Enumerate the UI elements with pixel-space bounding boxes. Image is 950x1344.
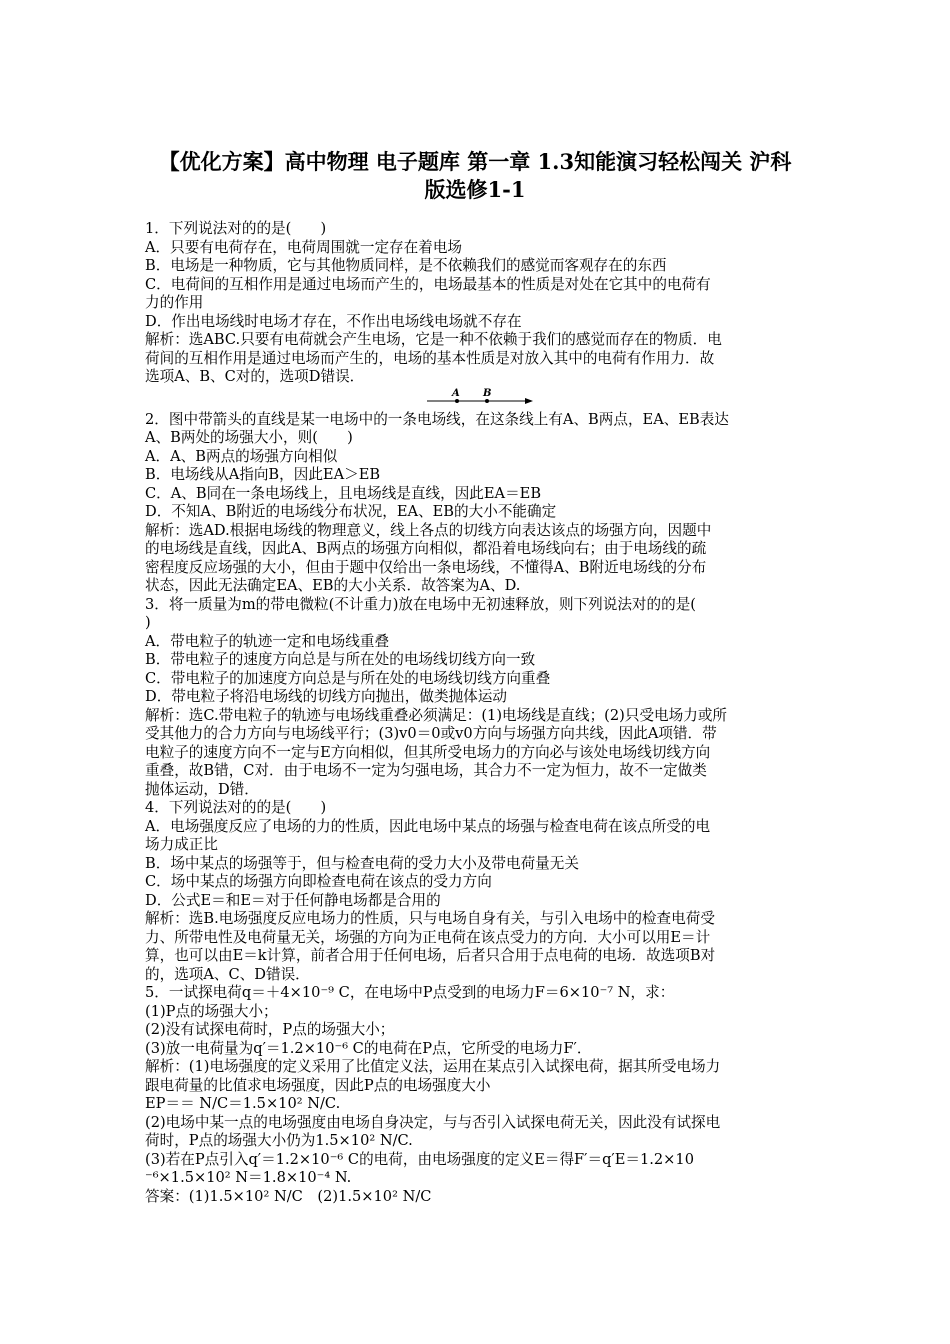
text-line: 重叠，故B错，C对．由于电场不一定为匀强电场，其合力不一定为恒力，故不一定做类 [145,762,707,779]
text-line: (3)放一电荷量为q′＝1.2×10⁻⁶ C的电荷在P点，它所受的电场力F′． [145,1039,592,1057]
answer-line: 答案：(1)1.5×10² N/C (2)1.5×10² N/C [145,1187,432,1205]
text-line: A．只要有电荷存在，电荷周围就一定存在着电场 [145,238,463,256]
text-line: 解析：选ABC.只要有电荷就会产生电场，它是一种不依赖于我们的感觉而存在的物质．电 [145,331,722,348]
title-line-2: 版选修1-1 [424,177,526,202]
text-line: 算，也可以由E＝k计算，前者合用于任何电场，后者只合用于点电荷的电场．故选项B对 [145,947,716,964]
text-line: 荷时，P点的场强大小仍为1.5×10² N/C. [145,1132,413,1149]
text-line: 抛体运动，D错． [145,780,259,798]
text-line: B．电场线从A指向B，因此EA＞EB [145,466,381,483]
text-line: 的电场线是直线，因此A、B两点的场强方向相似，都沿着电场线向右；由于电场线的疏 [145,540,707,557]
text-line: B．带电粒子的速度方向总是与所在处的电场线切线方向一致 [145,651,536,668]
text-line: 5．一试探电荷q＝＋4×10⁻⁹ C，在电场中P点受到的电场力F＝6×10⁻⁷ N，求： [145,984,675,1001]
document-body [145,220,807,1206]
text-line: C．A、B同在一条电场线上，且电场线是直线，因此EA＝EB [145,484,542,502]
text-line: 场力成正比 [145,836,218,853]
text-line: A．A、B两点的场强方向相似 [145,447,338,465]
arrow-head-icon [525,398,533,404]
document-title [120,148,830,204]
text-line: 密程度反应场强的大小，但由于题中仅给出一条电场线，不懂得A、B附近电场线的分布 [145,558,707,576]
text-line: 状态，因此无法确定EA、EB的大小关系．故答案为A、D. [145,577,521,594]
text-line: C．场中某点的场强方向即检查电荷在该点的受力方向 [145,873,492,890]
text-line: 3．将一质量为m的带电微粒(不计重力)放在电场中无初速释放，则下列说法对的的是( [145,595,696,613]
title-line-1: 【优化方案】高中物理 电子题库 第一章 1.3知能演习轻松闯关 沪科 [158,149,792,174]
label-a: A [452,387,460,399]
text-line: B．场中某点的场强等于，但与检查电荷的受力大小及带电荷量无关 [145,854,579,872]
text-line: (2)电场中某一点的电场强度由电场自身决定，与与否引入试探电荷无关，因此没有试探电 [145,1113,721,1131]
point-b [485,399,489,403]
text-line: A．电场强度反应了电场的力的性质，因此电场中某点的场强与检查电荷在该点所受的电 [145,817,711,835]
point-a [455,399,459,403]
text-line: 力的作用 [145,294,204,311]
text-line: 的，选项A、C、D错误． [145,965,310,983]
label-b: B [483,387,492,399]
text-line: 4．下列说法对的的是( ) [145,799,327,816]
text-line: EP＝＝ N/C＝1.5×10² N/C. [145,1095,341,1112]
text-line: C．电荷间的互相作用是通过电场而产生的，电场最基本的性质是对处在它其中的电荷有 [145,275,711,293]
text-line: D．公式E＝和E＝对于任何静电场都是合用的 [145,891,441,909]
text-line: D．带电粒子将沿电场线的切线方向抛出，做类抛体运动 [145,688,507,705]
text-line: A．带电粒子的轨迹一定和电场线重叠 [145,632,390,650]
text-line: (1)P点的场强大小； [145,1002,278,1020]
text-line: 1．下列说法对的的是( ) [145,220,327,237]
text-line: 选项A、B、C对的，选项D错误． [145,368,365,385]
text-line: ⁻⁶×1.5×10² N＝1.8×10⁻⁴ N. [145,1169,352,1186]
text-line: 解析：选B.电场强度反应电场力的性质，只与电场自身有关，与引入电场中的检查电荷受 [145,910,715,927]
text-line: 解析：选C.带电粒子的轨迹与电场线重叠必须满足：(1)电场线是直线；(2)只受电场力或所 [145,706,728,724]
text-line: 2．图中带箭头的直线是某一电场中的一条电场线，在这条线上有A、B两点，EA、EB表达 [145,410,729,428]
text-line: 解析：(1)电场强度的定义采用了比值定义法，运用在某点引入试探电荷，据其所受电场力 [145,1058,721,1075]
text-line: B．电场是一种物质，它与其他物质同样，是不依赖我们的感觉而客观存在的东西 [145,257,667,274]
text-line: 解析：选AD.根据电场线的物理意义，线上各点的切线方向表达该点的场强方向，因题中 [145,521,712,539]
text-line: ) [145,614,151,631]
text-line: D．不知A、B附近的电场线分布状况，EA、EB的大小不能确定 [145,503,557,520]
text-line: 荷间的互相作用是通过电场而产生的，电场的基本性质是对放入其中的电荷有作用力．故 [145,349,715,367]
text-line: 力、所带电性及电荷量无关，场强的方向为正电荷在该点受力的方向．大小可以用E＝计 [145,928,711,946]
text-line: C．带电粒子的加速度方向总是与所在处的电场线切线方向重叠 [145,669,551,687]
field-line-diagram [425,387,535,411]
text-line: 受其他力的合力方向与电场线平行；(3)v0＝0或v0方向与场强方向共线，因此A项错．带 [145,725,717,742]
text-line: (2)没有试探电荷时，P点的场强大小； [145,1021,395,1038]
text-line: A、B两处的场强大小，则( ) [145,429,353,446]
text-line: 电粒子的速度方向不一定与E方向相似，但其所受电场力的方向必与该处电场线切线方向 [145,743,711,761]
electric-field-line-figure [145,387,807,411]
text-line: (3)若在P点引入q′＝1.2×10⁻⁶ C的电荷，由电场强度的定义E＝得F′＝q′E＝1.2×10 [145,1150,694,1168]
text-line: 跟电荷量的比值求电场强度，因此P点的电场强度大小 [145,1076,491,1094]
text-line: D．作出电场线时电场才存在，不作出电场线电场就不存在 [145,312,522,330]
